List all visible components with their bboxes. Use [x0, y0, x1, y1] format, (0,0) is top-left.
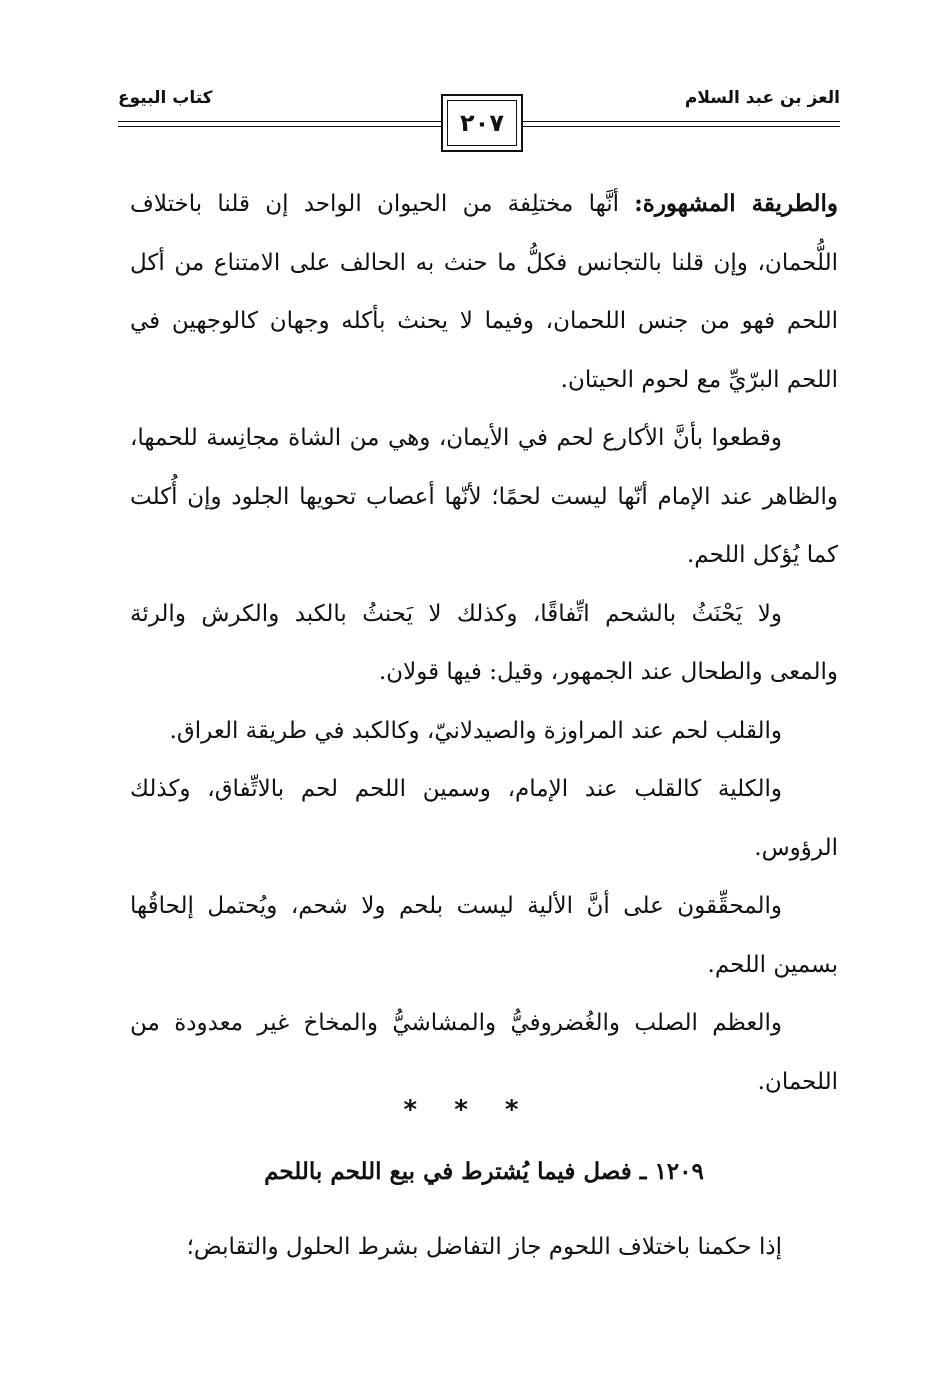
author-running-head: العز بن عبد السلام — [684, 88, 840, 108]
paragraph-3 — [130, 585, 838, 702]
paragraph-6 — [130, 877, 838, 994]
paragraph-text: والعظم الصلب والغُضروفيُّ والمشاشيُّ والمخاخ غير معدودة من اللحمان. — [130, 1010, 838, 1095]
section-heading: ١٢٠٩ ـ فصل فيما يُشترط في بيع اللحم باللحم — [264, 1158, 704, 1185]
paragraph-4 — [130, 702, 838, 761]
paragraph-2 — [130, 409, 838, 585]
paragraph-lead: والطريقة المشهورة: — [634, 190, 839, 217]
section-separator: * * * — [403, 1095, 533, 1125]
paragraph-7 — [130, 994, 838, 1111]
paragraph-text: والمحقِّقون على أنَّ الألية ليست بلحم ولا شحم، ويُحتمل إلحاقُها بسمين اللحم. — [130, 893, 838, 978]
paragraph-1 — [130, 175, 838, 409]
paragraph-text: أنَّها مختلِفة من الحيوان الواحد إن قلنا باختلاف اللُّحمان، وإن قلنا بالتجانس فكلُّ ما حنث به الحالف على الامتناع من أكل اللحم فهو من جنس اللحمان، وفيما لا يحنث بأكله وجهان كالوجهين في اللحم البرّيِّ مع لحوم الحيتان. — [130, 191, 838, 393]
paragraph-text: ولا يَحْنَثُ بالشحم اتِّفاقًا، وكذلك لا يَحنثُ بالكبد والكرش والرئة والمعى والطحال عند الجمهور، وقيل: فيها قولان. — [130, 600, 838, 685]
page-number: ٢٠٧ — [460, 109, 504, 137]
paragraph-text: والكلية كالقلب عند الإمام، وسمين اللحم لحم بالاتِّفاق، وكذلك الرؤوس. — [130, 776, 838, 861]
section-first-line: إذا حكمنا باختلاف اللحوم جاز التفاضل بشرط الحلول والتقابض؛ — [186, 1234, 782, 1260]
book-running-head: كتاب البيوع — [118, 88, 213, 108]
page-header — [118, 88, 840, 158]
page-number-frame — [441, 94, 523, 152]
paragraph-text: وقطعوا بأنَّ الأكارع لحم في الأيمان، وهي من الشاة مجانِسة للحمها، والظاهر عند الإمام أنّها ليست لحمًا؛ لأنّها أعصاب تحويها الجلود وإن أُكلت كما يُؤكل اللحم. — [130, 425, 838, 568]
page-body — [130, 175, 838, 1111]
paragraph-text: والقلب لحم عند المراوزة والصيدلانيّ، وكالكبد في طريقة العراق. — [169, 717, 782, 744]
paragraph-5 — [130, 760, 838, 877]
